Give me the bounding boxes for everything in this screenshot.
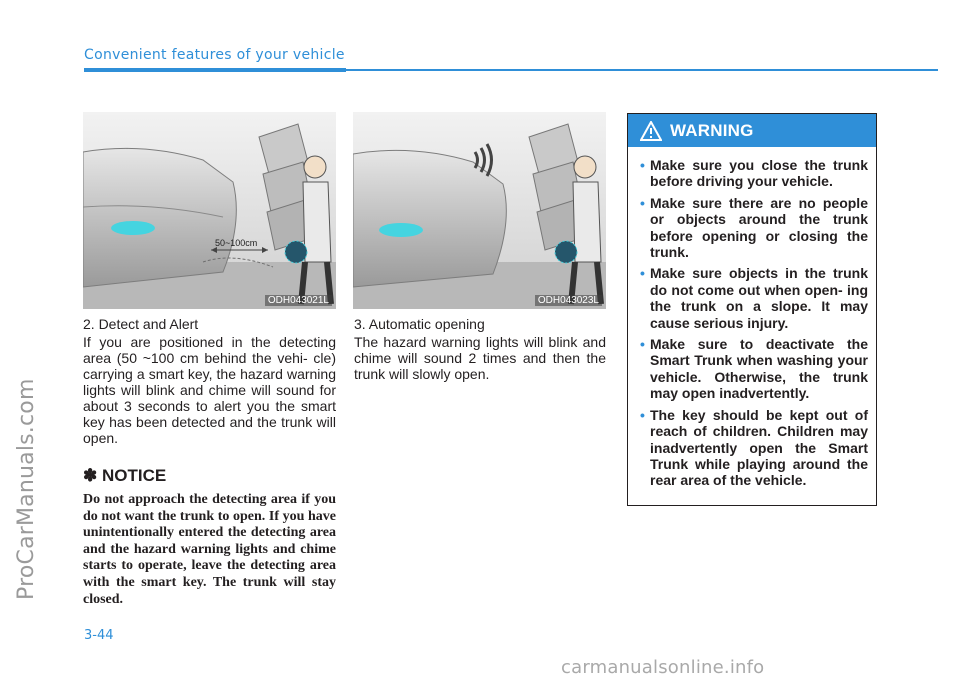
notice-body: Do not approach the detecting area if you do not want the trunk to open. If you have unintentionally entered the detecting area and the hazard warning lights and chime starts to operate, leave the detecting area with the smart key. The trunk will stay closed. xyxy=(83,492,336,607)
figure-code: ODH043021L xyxy=(265,295,332,306)
step3-heading: 3. Automatic opening xyxy=(354,316,485,332)
bullet-icon: • xyxy=(640,336,645,353)
header-rule-thin xyxy=(346,69,938,71)
step2-paragraph: If you are positioned in the detecting area (50 ~100 cm behind the vehi- cle) carrying a smart key, the hazard warning lights will blink and chime will sound for about 3 seconds to alert you the smart key has been detected and the trunk will open. xyxy=(83,334,336,446)
warning-item: • Make sure to deactivate the Smart Trunk when washing your vehicle. Otherwise, the trunk may open inadvertently. xyxy=(640,336,868,402)
distance-label: 50~100cm xyxy=(215,238,258,248)
side-watermark: ProCarManuals.com xyxy=(14,378,39,600)
step2-heading: 2. Detect and Alert xyxy=(83,316,199,332)
warning-item: • The key should be kept out of reach of children. Children may inadvertently open the Smart Trunk while playing around the rear area of the vehicle. xyxy=(640,406,868,489)
figure-code: ODH043023L xyxy=(535,295,602,306)
warning-item: • Make sure there are no people or objects around the trunk before opening or closing the trunk. xyxy=(640,194,868,261)
bullet-icon: • xyxy=(640,194,645,211)
page-number: 3-44 xyxy=(84,628,114,643)
detect-alert-illustration xyxy=(83,112,336,309)
warning-triangle-icon xyxy=(640,121,662,141)
figure-detect-alert xyxy=(83,112,336,309)
notice-title: ✽ NOTICE xyxy=(83,466,167,485)
warning-item: • Make sure you close the trunk before driving your vehicle. xyxy=(640,157,868,190)
warning-title: WARNING xyxy=(670,120,754,140)
warning-header xyxy=(628,114,876,147)
footer-watermark: carmanualsonline.info xyxy=(561,657,765,678)
section-title: Convenient features of your vehicle xyxy=(84,47,345,63)
warning-list xyxy=(628,147,876,489)
header-rule-thick xyxy=(84,68,346,72)
bullet-icon: • xyxy=(640,157,645,173)
warning-item: • Make sure objects in the trunk do not come out when open- ing the trunk on a slope. It may cause serious injury. xyxy=(640,265,868,331)
warning-box xyxy=(627,113,877,506)
bullet-icon: • xyxy=(640,265,645,282)
step3-paragraph: The hazard warning lights will blink and chime will sound 2 times and then the trunk will slowly open. xyxy=(354,334,606,382)
figure-automatic-opening xyxy=(353,112,606,309)
automatic-opening-illustration xyxy=(353,112,606,309)
bullet-icon: • xyxy=(640,406,645,423)
